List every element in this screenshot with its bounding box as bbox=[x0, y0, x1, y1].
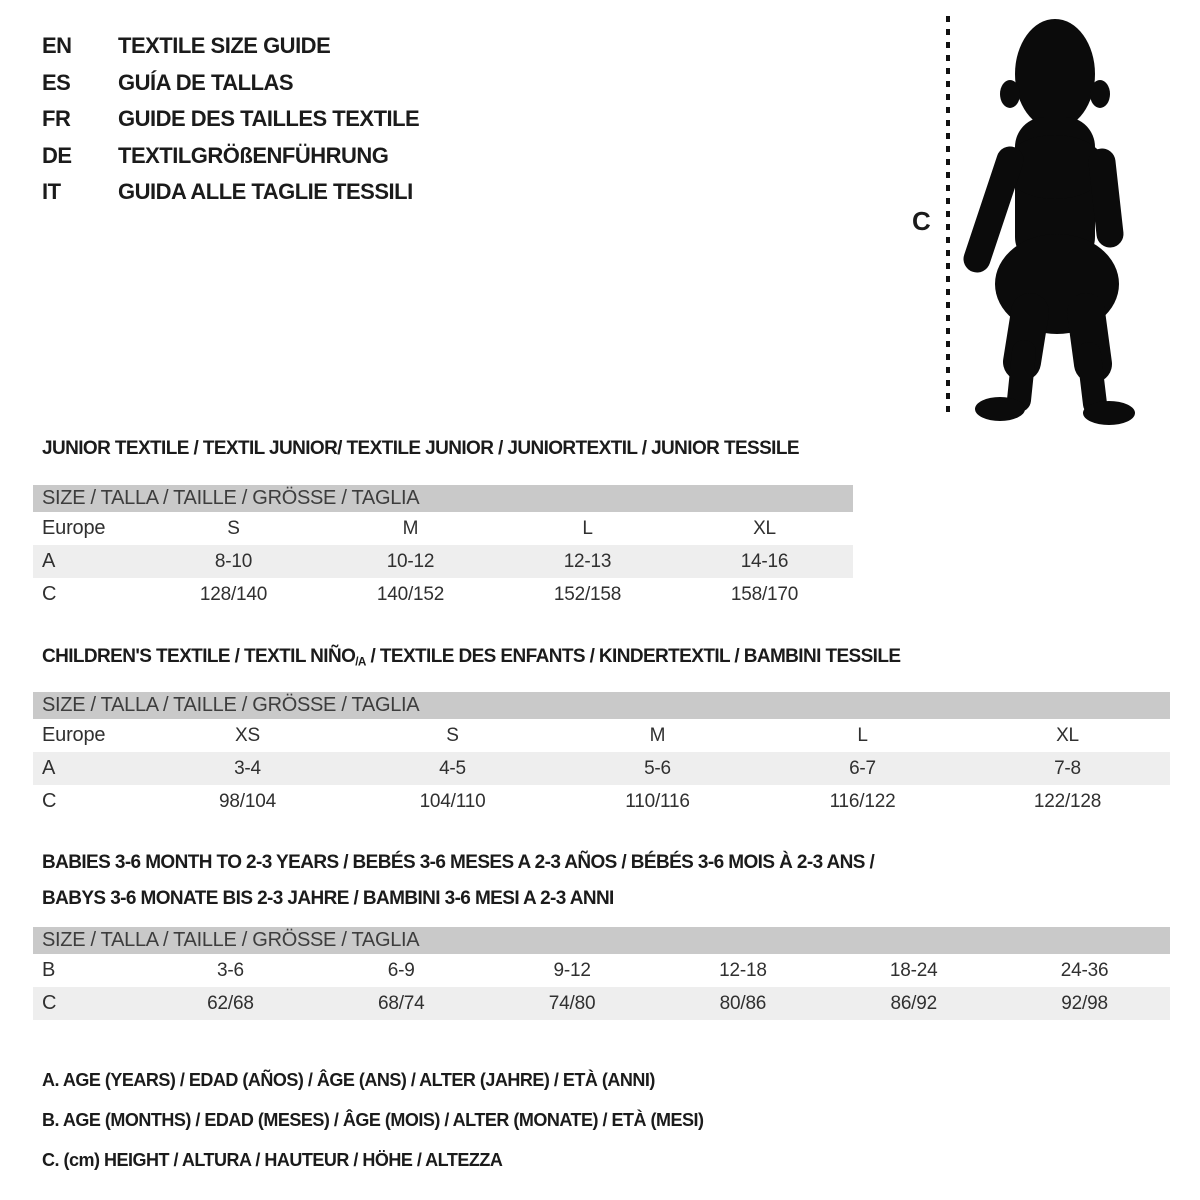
language-code: EN bbox=[42, 33, 72, 59]
row-label: C bbox=[42, 790, 57, 812]
row-label: Europe bbox=[42, 724, 106, 746]
guide-title-de: TEXTILGRÖßENFÜHRUNG bbox=[118, 142, 389, 168]
cell: 80/86 bbox=[657, 987, 828, 1020]
guide-title-it: GUIDA ALLE TAGLIE TESSILI bbox=[118, 179, 413, 205]
guide-title-fr: GUIDE DES TAILLES TEXTILE bbox=[118, 106, 420, 132]
cell: S bbox=[446, 724, 459, 746]
baby-silhouette-graphic bbox=[960, 12, 1142, 426]
cell: S bbox=[227, 517, 240, 539]
cell: 74/80 bbox=[487, 987, 658, 1020]
table-row-europe bbox=[33, 719, 1170, 752]
cell: 158/170 bbox=[730, 583, 799, 605]
language-code: ES bbox=[42, 69, 71, 95]
row-label: A bbox=[33, 545, 145, 578]
children-title-subscript: /A bbox=[355, 655, 366, 669]
cell: 24-36 bbox=[1060, 959, 1109, 981]
cell: 152/158 bbox=[553, 583, 622, 605]
cell: XS bbox=[235, 724, 260, 746]
table-row-height-cm bbox=[33, 785, 1170, 818]
table-row-europe bbox=[33, 512, 853, 545]
cell: 12-13 bbox=[499, 545, 676, 578]
table-row-age-years bbox=[33, 752, 1170, 785]
row-label: B bbox=[42, 959, 56, 981]
children-size-table bbox=[33, 692, 1170, 818]
cell: 9-12 bbox=[553, 959, 591, 981]
table-row-age-years bbox=[33, 545, 853, 578]
cell: 14-16 bbox=[676, 545, 853, 578]
cell: L bbox=[582, 517, 593, 539]
table-row-age-months bbox=[33, 954, 1170, 987]
language-row-fr bbox=[42, 101, 419, 138]
size-header-band: SIZE / TALLA / TAILLE / GRÖSSE / TAGLIA bbox=[33, 485, 853, 512]
table-header-row bbox=[33, 692, 1170, 719]
cell: 8-10 bbox=[145, 545, 322, 578]
children-section-title bbox=[42, 646, 900, 673]
language-code: IT bbox=[42, 179, 61, 205]
row-label: C bbox=[42, 583, 57, 605]
language-row-es bbox=[42, 65, 419, 102]
table-row-height-cm bbox=[33, 987, 1170, 1020]
height-measure-label: C bbox=[912, 206, 931, 236]
cell: 62/68 bbox=[145, 987, 316, 1020]
height-measure-dashed-line bbox=[946, 16, 950, 414]
cell: 10-12 bbox=[322, 545, 499, 578]
cell: 140/152 bbox=[376, 583, 445, 605]
language-title-list bbox=[42, 28, 419, 211]
cell: XL bbox=[1056, 724, 1079, 746]
language-row-en bbox=[42, 28, 419, 65]
babies-size-table bbox=[33, 927, 1170, 1020]
cell: 4-5 bbox=[350, 752, 555, 785]
cell: 3-4 bbox=[145, 752, 350, 785]
cell: 86/92 bbox=[828, 987, 999, 1020]
language-code: FR bbox=[42, 106, 71, 132]
table-row-height-cm bbox=[33, 578, 853, 611]
cell: 92/98 bbox=[999, 987, 1170, 1020]
language-code: DE bbox=[42, 142, 72, 168]
row-label: C bbox=[33, 987, 145, 1020]
guide-title-en: TEXTILE SIZE GUIDE bbox=[118, 33, 331, 59]
cell: M bbox=[649, 724, 666, 746]
legend-line-c: C. (cm) HEIGHT / ALTURA / HAUTEUR / HÖHE / ALTEZZA bbox=[42, 1149, 503, 1170]
row-label: A bbox=[33, 752, 145, 785]
table-header-row bbox=[33, 927, 1170, 954]
babies-section-title-line1: BABIES 3-6 MONTH TO 2-3 YEARS / BEBÉS 3-6 MESES A 2-3 AÑOS / BÉBÉS 3-6 MOIS À 2-3 ANS / bbox=[42, 852, 875, 873]
guide-title-es: GUÍA DE TALLAS bbox=[118, 69, 294, 95]
cell: 6-7 bbox=[760, 752, 965, 785]
cell: 68/74 bbox=[316, 987, 487, 1020]
cell: M bbox=[402, 517, 419, 539]
cell: L bbox=[857, 724, 868, 746]
legend-line-b: B. AGE (MONTHS) / EDAD (MESES) / ÂGE (MOIS) / ALTER (MONATE) / ETÀ (MESI) bbox=[42, 1109, 704, 1130]
cell: 3-6 bbox=[216, 959, 244, 981]
language-row-de bbox=[42, 138, 419, 175]
language-row-it bbox=[42, 174, 419, 211]
cell: 110/116 bbox=[625, 790, 690, 812]
children-title-rest: / TEXTILE DES ENFANTS / KINDERTEXTIL / BAMBINI TESSILE bbox=[365, 646, 901, 667]
size-header-band: SIZE / TALLA / TAILLE / GRÖSSE / TAGLIA bbox=[33, 692, 1170, 719]
cell: 116/122 bbox=[829, 790, 896, 812]
legend-line-a: A. AGE (YEARS) / EDAD (AÑOS) / ÂGE (ANS) / ALTER (JAHRE) / ETÀ (ANNI) bbox=[42, 1069, 655, 1090]
table-header-row bbox=[33, 485, 853, 512]
size-header-band: SIZE / TALLA / TAILLE / GRÖSSE / TAGLIA bbox=[33, 927, 1170, 954]
cell: 122/128 bbox=[1033, 790, 1102, 812]
baby-silhouette bbox=[975, 19, 1135, 425]
cell: 7-8 bbox=[965, 752, 1170, 785]
junior-section-title: JUNIOR TEXTILE / TEXTIL JUNIOR/ TEXTILE JUNIOR / JUNIORTEXTIL / JUNIOR TESSILE bbox=[42, 438, 799, 459]
cell: 104/110 bbox=[419, 790, 486, 812]
babies-section-title-line2: BABYS 3-6 MONATE BIS 2-3 JAHRE / BAMBINI 3-6 MESI A 2-3 ANNI bbox=[42, 888, 614, 909]
cell: 98/104 bbox=[219, 790, 276, 812]
cell: 18-24 bbox=[889, 959, 938, 981]
cell: 128/140 bbox=[199, 583, 268, 605]
cell: 12-18 bbox=[719, 959, 767, 981]
junior-size-table bbox=[33, 485, 853, 611]
children-title-main: CHILDREN'S TEXTILE / TEXTIL NIÑO bbox=[42, 646, 356, 667]
cell: 6-9 bbox=[387, 959, 415, 981]
cell: XL bbox=[753, 517, 776, 539]
measure-legend bbox=[42, 1060, 703, 1180]
row-label: Europe bbox=[42, 517, 106, 539]
cell: 5-6 bbox=[555, 752, 760, 785]
